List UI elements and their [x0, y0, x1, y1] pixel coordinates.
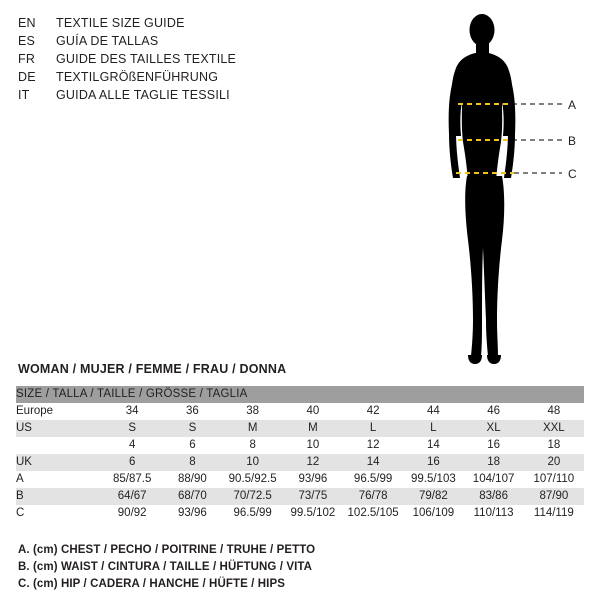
cell: 12: [283, 454, 343, 471]
cell: 70/72.5: [223, 488, 283, 505]
cell: 73/75: [283, 488, 343, 505]
cell: 16: [463, 437, 523, 454]
language-code-es: ES: [18, 34, 36, 48]
cell: 99.5/103: [403, 471, 463, 488]
measurement-legend: [18, 542, 578, 593]
row-label-uk: UK: [16, 454, 102, 471]
cell: S: [162, 420, 222, 437]
cell: 96.5/99: [223, 505, 283, 522]
body-figure: [420, 8, 590, 368]
cell: 38: [223, 403, 283, 420]
cell: 48: [524, 403, 584, 420]
cell: 42: [343, 403, 403, 420]
language-row-it: [18, 88, 318, 106]
measure-label-a: A: [568, 98, 577, 112]
row-label-a: A: [16, 471, 102, 488]
language-title-en: TEXTILE SIZE GUIDE: [56, 16, 185, 30]
row-label-europe: Europe: [16, 403, 102, 420]
language-title-es: GUÍA DE TALLAS: [56, 34, 159, 48]
cell: 102.5/105: [343, 505, 403, 522]
table-row: [16, 403, 584, 420]
cell: 104/107: [463, 471, 523, 488]
row-label-c: C: [16, 505, 102, 522]
cell: 4: [102, 437, 162, 454]
cell: 107/110: [524, 471, 584, 488]
cell: 93/96: [162, 505, 222, 522]
measure-label-b: B: [568, 134, 577, 148]
cell: 106/109: [403, 505, 463, 522]
cell: M: [283, 420, 343, 437]
cell: 16: [403, 454, 463, 471]
cell: 68/70: [162, 488, 222, 505]
size-table: [16, 386, 584, 522]
cell: 110/113: [463, 505, 523, 522]
cell: XL: [463, 420, 523, 437]
language-row-fr: [18, 52, 318, 70]
cell: 44: [403, 403, 463, 420]
cell: 10: [223, 454, 283, 471]
cell: 76/78: [343, 488, 403, 505]
row-label-us: US: [16, 420, 102, 437]
cell: 90/92: [102, 505, 162, 522]
cell: XXL: [524, 420, 584, 437]
cell: 6: [162, 437, 222, 454]
table-row: [16, 471, 584, 488]
cell: 96.5/99: [343, 471, 403, 488]
cell: 8: [223, 437, 283, 454]
cell: 90.5/92.5: [223, 471, 283, 488]
table-header-label: SIZE / TALLA / TAILLE / GRÖSSE / TAGLIA: [16, 386, 584, 403]
cell: 87/90: [524, 488, 584, 505]
cell: 12: [343, 437, 403, 454]
cell: L: [403, 420, 463, 437]
cell: 20: [524, 454, 584, 471]
table-header-row: [16, 386, 584, 403]
table-row: [16, 454, 584, 471]
language-title-it: GUIDA ALLE TAGLIE TESSILI: [56, 88, 230, 102]
cell: 10: [283, 437, 343, 454]
cell: M: [223, 420, 283, 437]
language-code-de: DE: [18, 70, 36, 84]
cell: 14: [343, 454, 403, 471]
table-row: [16, 420, 584, 437]
cell: 34: [102, 403, 162, 420]
cell: 93/96: [283, 471, 343, 488]
language-title-de: TEXTILGRÖßENFÜHRUNG: [56, 70, 219, 84]
cell: 83/86: [463, 488, 523, 505]
legend-row-a: A. (cm) CHEST / PECHO / POITRINE / TRUHE / PETTO: [18, 544, 316, 556]
language-row-de: [18, 70, 318, 88]
cell: L: [343, 420, 403, 437]
cell: 46: [463, 403, 523, 420]
language-header-block: [18, 16, 318, 106]
measure-label-c: C: [568, 167, 577, 181]
table-row: [16, 437, 584, 454]
cell: 85/87.5: [102, 471, 162, 488]
cell: 40: [283, 403, 343, 420]
cell: 99.5/102: [283, 505, 343, 522]
cell: 64/67: [102, 488, 162, 505]
female-silhouette-icon: [420, 8, 590, 368]
cell: 36: [162, 403, 222, 420]
cell: 14: [403, 437, 463, 454]
table-row: [16, 488, 584, 505]
cell: 18: [524, 437, 584, 454]
language-title-fr: GUIDE DES TAILLES TEXTILE: [56, 52, 237, 66]
cell: 8: [162, 454, 222, 471]
measure-leader-lines: [512, 104, 562, 173]
language-code-it: IT: [18, 88, 30, 102]
table-caption: WOMAN / MUJER / FEMME / FRAU / DONNA: [18, 362, 287, 376]
language-code-fr: FR: [18, 52, 36, 66]
legend-row-c: C. (cm) HIP / CADERA / HANCHE / HÜFTE / HIPS: [18, 578, 286, 590]
cell: S: [102, 420, 162, 437]
language-code-en: EN: [18, 16, 36, 30]
legend-row-b: B. (cm) WAIST / CINTURA / TAILLE / HÜFTUNG / VITA: [18, 561, 313, 573]
table-row: [16, 505, 584, 522]
language-row-es: [18, 34, 318, 52]
row-label-us-numeric: [16, 437, 102, 454]
cell: 18: [463, 454, 523, 471]
cell: 114/119: [524, 505, 584, 522]
cell: 79/82: [403, 488, 463, 505]
cell: 88/90: [162, 471, 222, 488]
language-row-en: [18, 16, 318, 34]
row-label-b: B: [16, 488, 102, 505]
cell: 6: [102, 454, 162, 471]
